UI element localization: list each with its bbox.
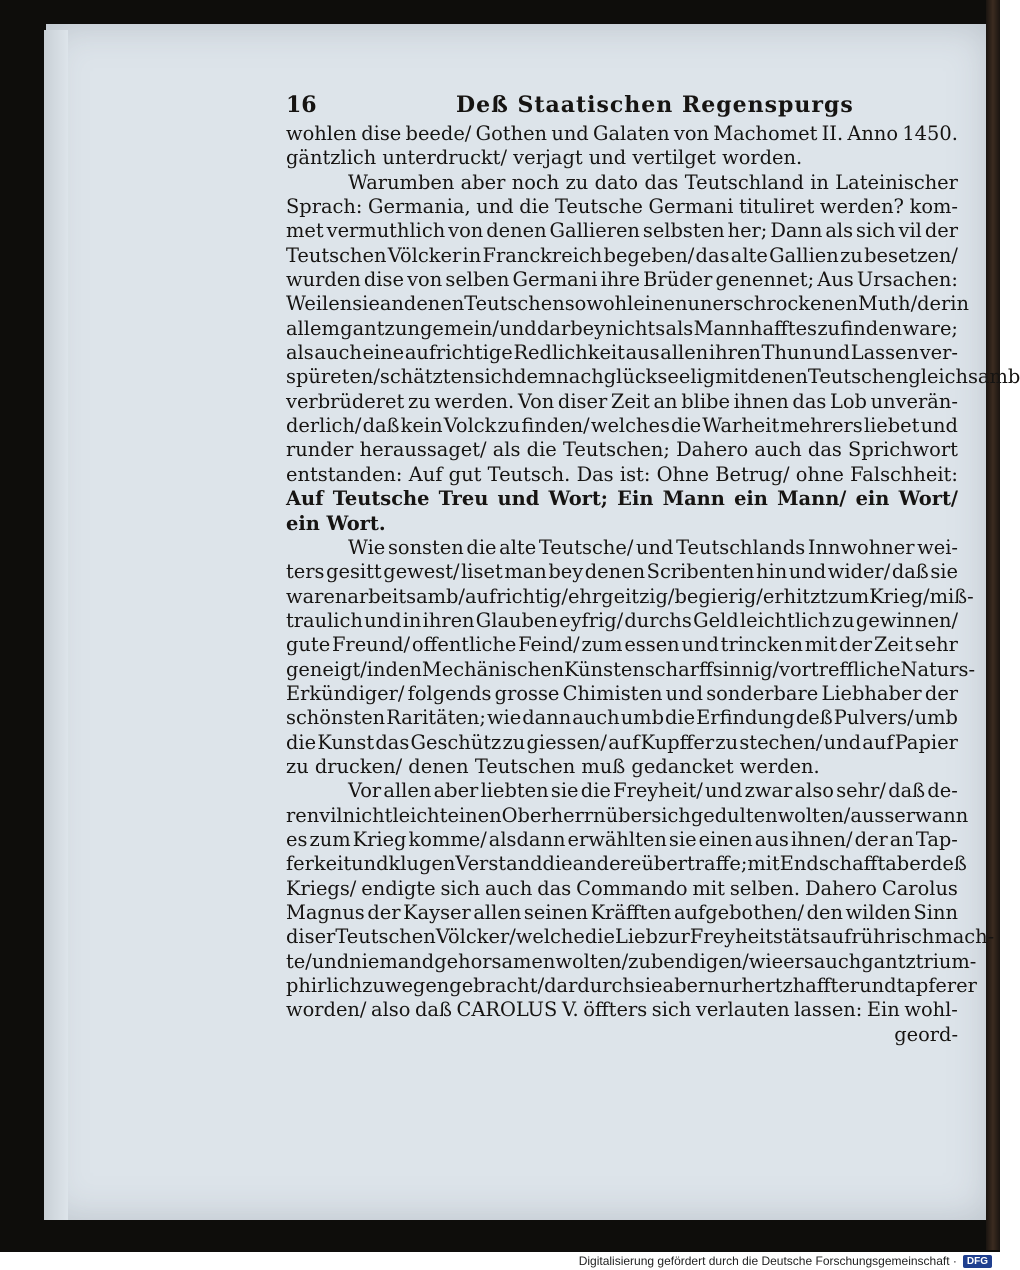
running-title: Deß Staatischen Regenspurgs bbox=[456, 92, 854, 118]
text-line: Weilen sie an denen Teutschen so wohl einen unerschrockenen Muth/der in bbox=[286, 292, 969, 316]
text-line: ren vil nicht leicht einen Oberherrn über sich gedulten wolten/ ausser wann bbox=[286, 803, 969, 827]
text-line: traulich und in ihren Glauben eyfrig/ durchs Geld leichtlich zu gewinnen/ bbox=[286, 608, 958, 632]
text-line: Vor allen aber liebten sie die Freyheit/ und zwar also sehr/ daß de- bbox=[348, 779, 958, 803]
text-line: worden/ also daß CAROLUS V. öffters sich verlauten lassen: Ein wohl- bbox=[286, 998, 958, 1022]
text-line: die Kunst das Geschütz zu giessen/ auf Kupffer zu stechen/ und auf Papier bbox=[286, 730, 958, 754]
text-line-bold: Auf Teutsche Treu und Wort; Ein Mann ein Mann/ ein Wort/ bbox=[286, 487, 958, 511]
text-line: derlich/ daß kein Volck zu finden/ welches die Warheit mehrers liebet und bbox=[286, 414, 958, 438]
catchword: geord- bbox=[894, 1022, 958, 1046]
text-line: zu drucken/ denen Teutschen muß gedancket werden. bbox=[286, 754, 820, 778]
text-line: Erkündiger/ folgends grosse Chimisten und sonderbare Liebhaber der bbox=[286, 681, 958, 705]
text-line: spüreten/ schätzten sich demnach glückseelig mit denen Teutschen gleichsamb bbox=[286, 365, 1020, 389]
text-line: runder heraussaget/ als die Teutschen; Dahero auch das Sprichwort bbox=[286, 438, 958, 462]
text-line: te/ und niemand gehorsamen wolten/ zu bendigen/ wie ers auch gantz trium- bbox=[286, 949, 977, 973]
text-line: diser Teutschen Völcker/ welche die Lieb zur Freyheit stäts aufrührisch mach- bbox=[286, 925, 995, 949]
digitization-footer bbox=[0, 1252, 1000, 1270]
text-line: gäntzlich unterdruckt/ verjagt und vertilget worden. bbox=[286, 146, 803, 170]
text-line: allem gantz ungemein/ und darbey nichts als Mannhafftes zu finden ware; bbox=[286, 316, 958, 340]
text-block bbox=[286, 92, 1020, 1047]
text-line: Warumben aber noch zu dato das Teutschland in Lateinischer bbox=[348, 170, 958, 194]
page-number: 16 bbox=[286, 92, 317, 118]
text-line: schönsten Raritäten; wie dann auch umb die Erfindung deß Pulvers/ umb bbox=[286, 706, 958, 730]
text-line: Sprach: Germania, und die Teutsche Germani tituliret werden? kom- bbox=[286, 195, 958, 219]
text-line: ters gesitt gewest/ liset man bey denen Scribenten hin und wider/ daß sie bbox=[286, 560, 958, 584]
text-line: wurden dise von selben Germani ihre Brüder genennet; Aus Ursachen: bbox=[286, 268, 958, 292]
text-line: gute Freund/ offentliche Feind/ zum essen und trincken mit der Zeit sehr bbox=[286, 633, 958, 657]
text-line: Kriegs/ endigte sich auch das Commando mit selben. Dahero Carolus bbox=[286, 876, 958, 900]
text-line: entstanden: Auf gut Teutsch. Das ist: Ohne Betrug/ ohne Falschheit: bbox=[286, 462, 958, 486]
text-line-bold: ein Wort. bbox=[286, 511, 386, 535]
dfg-logo: DFG bbox=[963, 1255, 992, 1268]
text-line: Wie sonsten die alte Teutsche/ und Teutschlands Innwohner wei- bbox=[348, 535, 958, 559]
text-line: waren arbeitsamb/ aufrichtig/ ehrgeitzig/ begierig/ erhitzt zum Krieg/ miß- bbox=[286, 584, 974, 608]
text-line: phirlich zu wegen gebracht/ dardurch sie aber nur hertzhaffter und tapferer bbox=[286, 974, 977, 998]
text-line: verbrüderet zu werden. Von diser Zeit an blibe ihnen das Lob unverän- bbox=[286, 389, 958, 413]
footer-credit: Digitalisierung gefördert durch die Deutsche Forschungsgemeinschaft · bbox=[578, 1254, 957, 1268]
text-line: ferkeit und klugen Verstand die andere übertraffe; mit Endschafft aber deß bbox=[286, 852, 967, 876]
book-spine-edge bbox=[986, 0, 1000, 1250]
text-line: wohlen dise beede/ Gothen und Galaten von Machomet II. Anno 1450. bbox=[286, 122, 958, 145]
text-line: Magnus der Kayser allen seinen Kräfften aufgebothen/ den wilden Sinn bbox=[286, 901, 958, 924]
text-line: als auch eine aufrichtige Redlichkeit aus allen ihren Thun und Lassen ver- bbox=[286, 341, 958, 365]
page-header bbox=[286, 92, 958, 122]
page-edge bbox=[44, 30, 68, 1220]
text-line: es zum Krieg komme/ alsdann erwählten sie einen aus ihnen/ der an Tap- bbox=[286, 827, 958, 851]
text-line: Teutschen Völcker in Franckreich begeben/ das alte Gallien zu besetzen/ bbox=[286, 243, 958, 267]
text-line: geneigt/ in den Mechänischen Künsten scharffsinnig/ vortreffliche Naturs- bbox=[286, 657, 976, 681]
text-line: met vermuthlich von denen Gallieren selbsten her; Dann als sich vil der bbox=[286, 219, 958, 243]
